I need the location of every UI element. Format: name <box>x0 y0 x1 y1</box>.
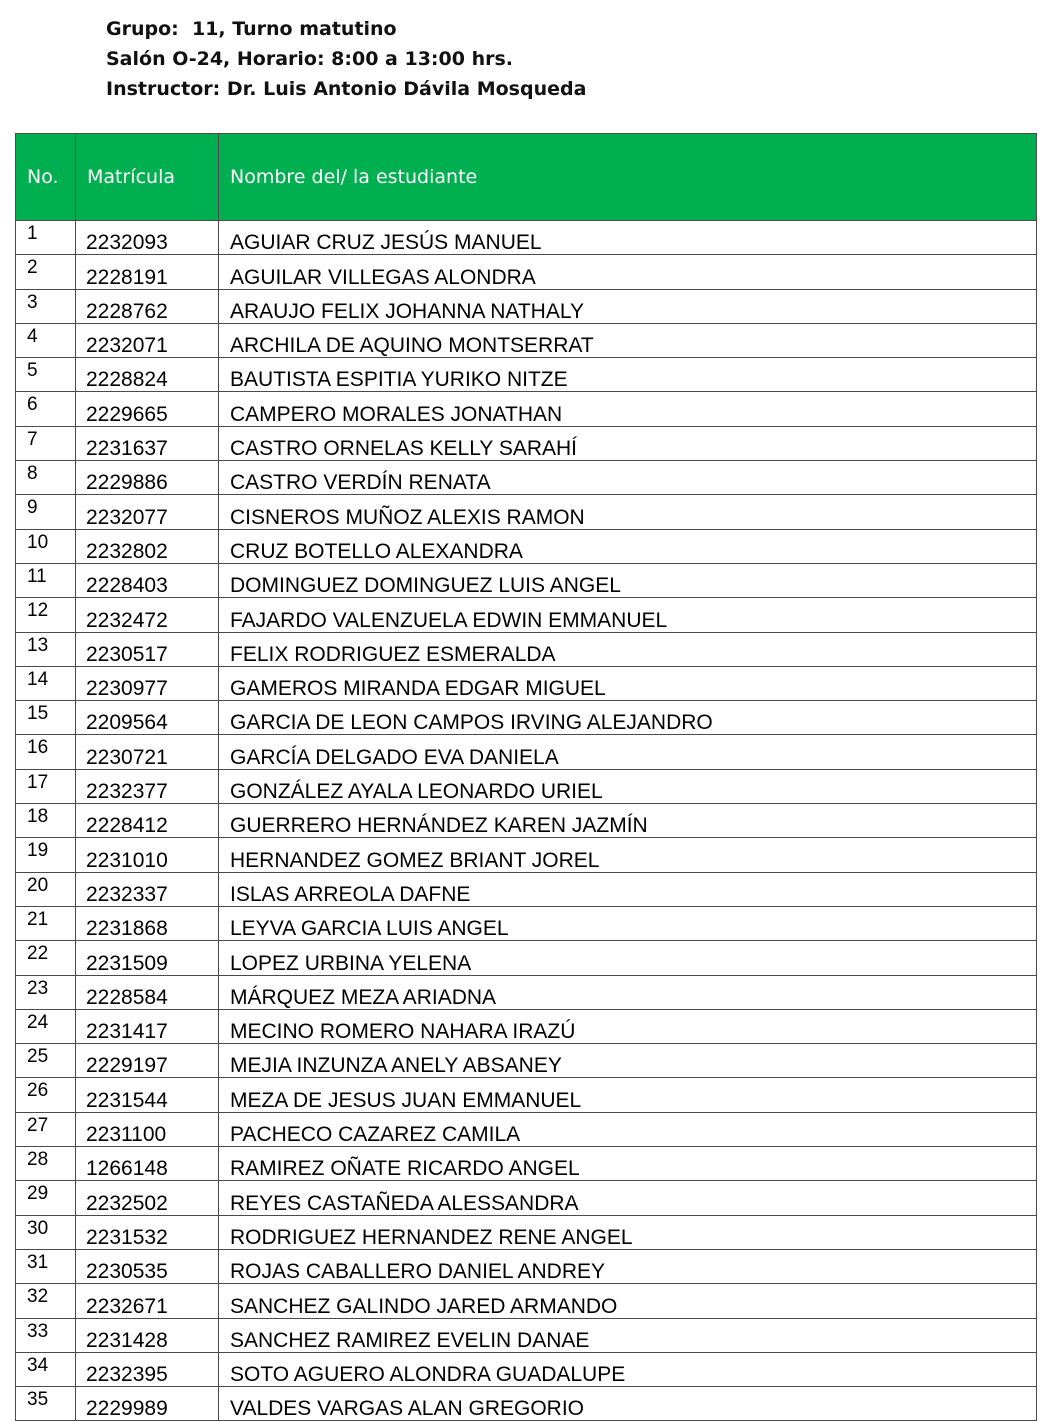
student-name-cell: LOPEZ URBINA YELENA <box>219 941 1037 975</box>
column-header-no: No. <box>16 134 76 221</box>
table-row <box>16 461 1037 495</box>
student-name-cell: FAJARDO VALENZUELA EDWIN EMMANUEL <box>219 598 1037 632</box>
room-schedule-line: Salón O-24, Horario: 8:00 a 13:00 hrs. <box>106 48 513 70</box>
matricula-cell: 2229665 <box>76 392 219 426</box>
table-row <box>16 735 1037 769</box>
table-row <box>16 392 1037 426</box>
student-name-cell: RAMIREZ OÑATE RICARDO ANGEL <box>219 1147 1037 1181</box>
row-number-cell: 34 <box>16 1352 76 1386</box>
student-name-cell: SANCHEZ GALINDO JARED ARMANDO <box>219 1284 1037 1318</box>
matricula-cell: 2229886 <box>76 461 219 495</box>
row-number-cell: 13 <box>16 632 76 666</box>
matricula-cell: 2232472 <box>76 598 219 632</box>
student-name-cell: MÁRQUEZ MEZA ARIADNA <box>219 975 1037 1009</box>
group-info-header <box>106 14 586 104</box>
student-name-cell: CISNEROS MUÑOZ ALEXIS RAMON <box>219 495 1037 529</box>
table-row <box>16 426 1037 460</box>
matricula-cell: 2230721 <box>76 735 219 769</box>
row-number-cell: 27 <box>16 1112 76 1146</box>
table-row <box>16 255 1037 289</box>
matricula-cell: 2232093 <box>76 221 219 255</box>
table-row <box>16 1009 1037 1043</box>
row-number-cell: 2 <box>16 255 76 289</box>
table-row <box>16 1284 1037 1318</box>
matricula-cell: 1266148 <box>76 1147 219 1181</box>
matricula-cell: 2232071 <box>76 323 219 357</box>
table-row <box>16 1352 1037 1386</box>
matricula-cell: 2228824 <box>76 358 219 392</box>
table-row <box>16 1215 1037 1249</box>
matricula-cell: 2231868 <box>76 906 219 940</box>
student-name-cell: RODRIGUEZ HERNANDEZ RENE ANGEL <box>219 1215 1037 1249</box>
matricula-cell: 2228584 <box>76 975 219 1009</box>
matricula-cell: 2232502 <box>76 1181 219 1215</box>
student-name-cell: MEJIA INZUNZA ANELY ABSANEY <box>219 1044 1037 1078</box>
table-row <box>16 701 1037 735</box>
row-number-cell: 17 <box>16 769 76 803</box>
student-name-cell: DOMINGUEZ DOMINGUEZ LUIS ANGEL <box>219 563 1037 597</box>
table-row <box>16 289 1037 323</box>
student-name-cell: GARCIA DE LEON CAMPOS IRVING ALEJANDRO <box>219 701 1037 735</box>
table-row <box>16 529 1037 563</box>
matricula-cell: 2231532 <box>76 1215 219 1249</box>
matricula-cell: 2232395 <box>76 1352 219 1386</box>
row-number-cell: 21 <box>16 906 76 940</box>
table-row <box>16 1147 1037 1181</box>
matricula-cell: 2231010 <box>76 838 219 872</box>
student-name-cell: AGUIAR CRUZ JESÚS MANUEL <box>219 221 1037 255</box>
row-number-cell: 16 <box>16 735 76 769</box>
student-name-cell: GONZÁLEZ AYALA LEONARDO URIEL <box>219 769 1037 803</box>
matricula-cell: 2231509 <box>76 941 219 975</box>
row-number-cell: 18 <box>16 804 76 838</box>
table-row <box>16 769 1037 803</box>
matricula-cell: 2232337 <box>76 872 219 906</box>
student-name-cell: BAUTISTA ESPITIA YURIKO NITZE <box>219 358 1037 392</box>
matricula-cell: 2228762 <box>76 289 219 323</box>
table-row <box>16 632 1037 666</box>
row-number-cell: 4 <box>16 323 76 357</box>
row-number-cell: 24 <box>16 1009 76 1043</box>
table-row <box>16 666 1037 700</box>
matricula-cell: 2232802 <box>76 529 219 563</box>
table-row <box>16 358 1037 392</box>
row-number-cell: 1 <box>16 221 76 255</box>
row-number-cell: 3 <box>16 289 76 323</box>
table-row <box>16 1387 1037 1421</box>
student-name-cell: AGUILAR VILLEGAS ALONDRA <box>219 255 1037 289</box>
table-row <box>16 598 1037 632</box>
table-row <box>16 1044 1037 1078</box>
student-name-cell: CASTRO VERDÍN RENATA <box>219 461 1037 495</box>
student-name-cell: GARCÍA DELGADO EVA DANIELA <box>219 735 1037 769</box>
student-name-cell: HERNANDEZ GOMEZ BRIANT JOREL <box>219 838 1037 872</box>
matricula-cell: 2230535 <box>76 1249 219 1283</box>
table-header-row <box>16 134 1037 221</box>
student-name-cell: ARAUJO FELIX JOHANNA NATHALY <box>219 289 1037 323</box>
table-body <box>16 221 1037 1421</box>
student-name-cell: SOTO AGUERO ALONDRA GUADALUPE <box>219 1352 1037 1386</box>
table-row <box>16 495 1037 529</box>
table-row <box>16 975 1037 1009</box>
row-number-cell: 11 <box>16 563 76 597</box>
matricula-cell: 2229197 <box>76 1044 219 1078</box>
row-number-cell: 31 <box>16 1249 76 1283</box>
row-number-cell: 29 <box>16 1181 76 1215</box>
matricula-cell: 2231417 <box>76 1009 219 1043</box>
table-row <box>16 838 1037 872</box>
student-name-cell: PACHECO CAZAREZ CAMILA <box>219 1112 1037 1146</box>
student-name-cell: GUERRERO HERNÁNDEZ KAREN JAZMÍN <box>219 804 1037 838</box>
student-name-cell: ARCHILA DE AQUINO MONTSERRAT <box>219 323 1037 357</box>
row-number-cell: 5 <box>16 358 76 392</box>
student-name-cell: CAMPERO MORALES JONATHAN <box>219 392 1037 426</box>
student-name-cell: VALDES VARGAS ALAN GREGORIO <box>219 1387 1037 1421</box>
row-number-cell: 22 <box>16 941 76 975</box>
row-number-cell: 7 <box>16 426 76 460</box>
instructor-line: Instructor: Dr. Luis Antonio Dávila Mosqueda <box>106 78 587 100</box>
row-number-cell: 14 <box>16 666 76 700</box>
matricula-cell: 2232377 <box>76 769 219 803</box>
table-row <box>16 941 1037 975</box>
matricula-cell: 2231428 <box>76 1318 219 1352</box>
student-name-cell: CRUZ BOTELLO ALEXANDRA <box>219 529 1037 563</box>
matricula-cell: 2209564 <box>76 701 219 735</box>
column-header-matricula: Matrícula <box>76 134 219 221</box>
row-number-cell: 33 <box>16 1318 76 1352</box>
table-row <box>16 906 1037 940</box>
matricula-cell: 2230977 <box>76 666 219 700</box>
student-name-cell: GAMEROS MIRANDA EDGAR MIGUEL <box>219 666 1037 700</box>
row-number-cell: 20 <box>16 872 76 906</box>
row-number-cell: 10 <box>16 529 76 563</box>
group-shift-line: Grupo: 11, Turno matutino <box>106 18 397 40</box>
matricula-cell: 2229989 <box>76 1387 219 1421</box>
row-number-cell: 23 <box>16 975 76 1009</box>
student-name-cell: FELIX RODRIGUEZ ESMERALDA <box>219 632 1037 666</box>
row-number-cell: 6 <box>16 392 76 426</box>
table-row <box>16 1078 1037 1112</box>
matricula-cell: 2231544 <box>76 1078 219 1112</box>
matricula-cell: 2228412 <box>76 804 219 838</box>
table-row <box>16 1181 1037 1215</box>
matricula-cell: 2232671 <box>76 1284 219 1318</box>
table-row <box>16 804 1037 838</box>
student-name-cell: REYES CASTAÑEDA ALESSANDRA <box>219 1181 1037 1215</box>
student-roster-table <box>15 133 1037 1421</box>
student-name-cell: ISLAS ARREOLA DAFNE <box>219 872 1037 906</box>
matricula-cell: 2228191 <box>76 255 219 289</box>
row-number-cell: 26 <box>16 1078 76 1112</box>
column-header-nombre: Nombre del/ la estudiante <box>219 134 1037 221</box>
row-number-cell: 15 <box>16 701 76 735</box>
matricula-cell: 2228403 <box>76 563 219 597</box>
table-row <box>16 563 1037 597</box>
row-number-cell: 32 <box>16 1284 76 1318</box>
row-number-cell: 30 <box>16 1215 76 1249</box>
table-row <box>16 323 1037 357</box>
row-number-cell: 9 <box>16 495 76 529</box>
student-name-cell: MEZA DE JESUS JUAN EMMANUEL <box>219 1078 1037 1112</box>
table-row <box>16 221 1037 255</box>
matricula-cell: 2230517 <box>76 632 219 666</box>
table-row <box>16 1249 1037 1283</box>
student-name-cell: CASTRO ORNELAS KELLY SARAHÍ <box>219 426 1037 460</box>
row-number-cell: 35 <box>16 1387 76 1421</box>
student-name-cell: SANCHEZ RAMIREZ EVELIN DANAE <box>219 1318 1037 1352</box>
row-number-cell: 8 <box>16 461 76 495</box>
row-number-cell: 28 <box>16 1147 76 1181</box>
student-name-cell: MECINO ROMERO NAHARA IRAZÚ <box>219 1009 1037 1043</box>
matricula-cell: 2231100 <box>76 1112 219 1146</box>
matricula-cell: 2231637 <box>76 426 219 460</box>
student-name-cell: ROJAS CABALLERO DANIEL ANDREY <box>219 1249 1037 1283</box>
row-number-cell: 12 <box>16 598 76 632</box>
table-row <box>16 872 1037 906</box>
row-number-cell: 25 <box>16 1044 76 1078</box>
row-number-cell: 19 <box>16 838 76 872</box>
student-name-cell: LEYVA GARCIA LUIS ANGEL <box>219 906 1037 940</box>
table-row <box>16 1318 1037 1352</box>
table-row <box>16 1112 1037 1146</box>
matricula-cell: 2232077 <box>76 495 219 529</box>
